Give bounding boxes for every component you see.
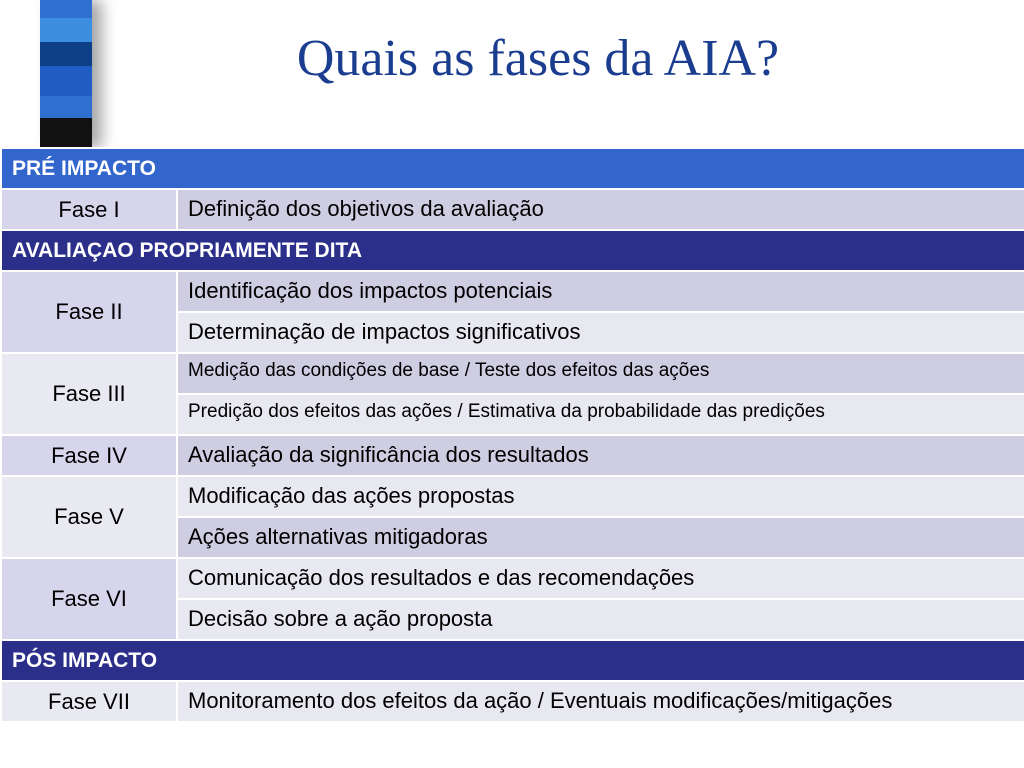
table-row: [1, 189, 1024, 230]
phase-label: Fase II: [1, 271, 177, 353]
phase-label: Fase V: [1, 476, 177, 558]
phase-label: Fase VII: [1, 681, 177, 722]
section-label: AVALIAÇAO PROPRIAMENTE DITA: [1, 230, 1024, 271]
phase-label: Fase IV: [1, 435, 177, 476]
phases-table: [0, 147, 1024, 723]
table-row: [1, 353, 1024, 394]
phase-description: Comunicação dos resultados e das recomendações: [177, 558, 1024, 599]
phase-description: Monitoramento dos efeitos da ação / Eventuais modificações/mitigações: [177, 681, 1024, 722]
table-row: [1, 435, 1024, 476]
phase-label: Fase III: [1, 353, 177, 435]
phase-description: Determinação de impactos significativos: [177, 312, 1024, 353]
phase-description: Decisão sobre a ação proposta: [177, 599, 1024, 640]
phase-description: Identificação dos impactos potenciais: [177, 271, 1024, 312]
phase-description: Modificação das ações propostas: [177, 476, 1024, 517]
phase-label: Fase I: [1, 189, 177, 230]
phase-description: Ações alternativas mitigadoras: [177, 517, 1024, 558]
section-row-avaliacao: [1, 230, 1024, 271]
table-row: [1, 558, 1024, 599]
section-row-pos-impacto: [1, 640, 1024, 681]
table-row: [1, 681, 1024, 722]
phase-description: Definição dos objetivos da avaliação: [177, 189, 1024, 230]
slide-title: Quais as fases da AIA?: [296, 30, 780, 87]
phase-description: Medição das condições de base / Teste dos efeitos das ações: [177, 353, 1024, 394]
section-label: PÓS IMPACTO: [1, 640, 1024, 681]
section-label: PRÉ IMPACTO: [1, 148, 1024, 189]
table-row: [1, 271, 1024, 312]
table-row: [1, 476, 1024, 517]
phase-label: Fase VI: [1, 558, 177, 640]
phase-description: Predição dos efeitos das ações / Estimativa da probabilidade das predições: [177, 394, 1024, 435]
phase-description: Avaliação da significância dos resultados: [177, 435, 1024, 476]
section-row-pre-impacto: [1, 148, 1024, 189]
